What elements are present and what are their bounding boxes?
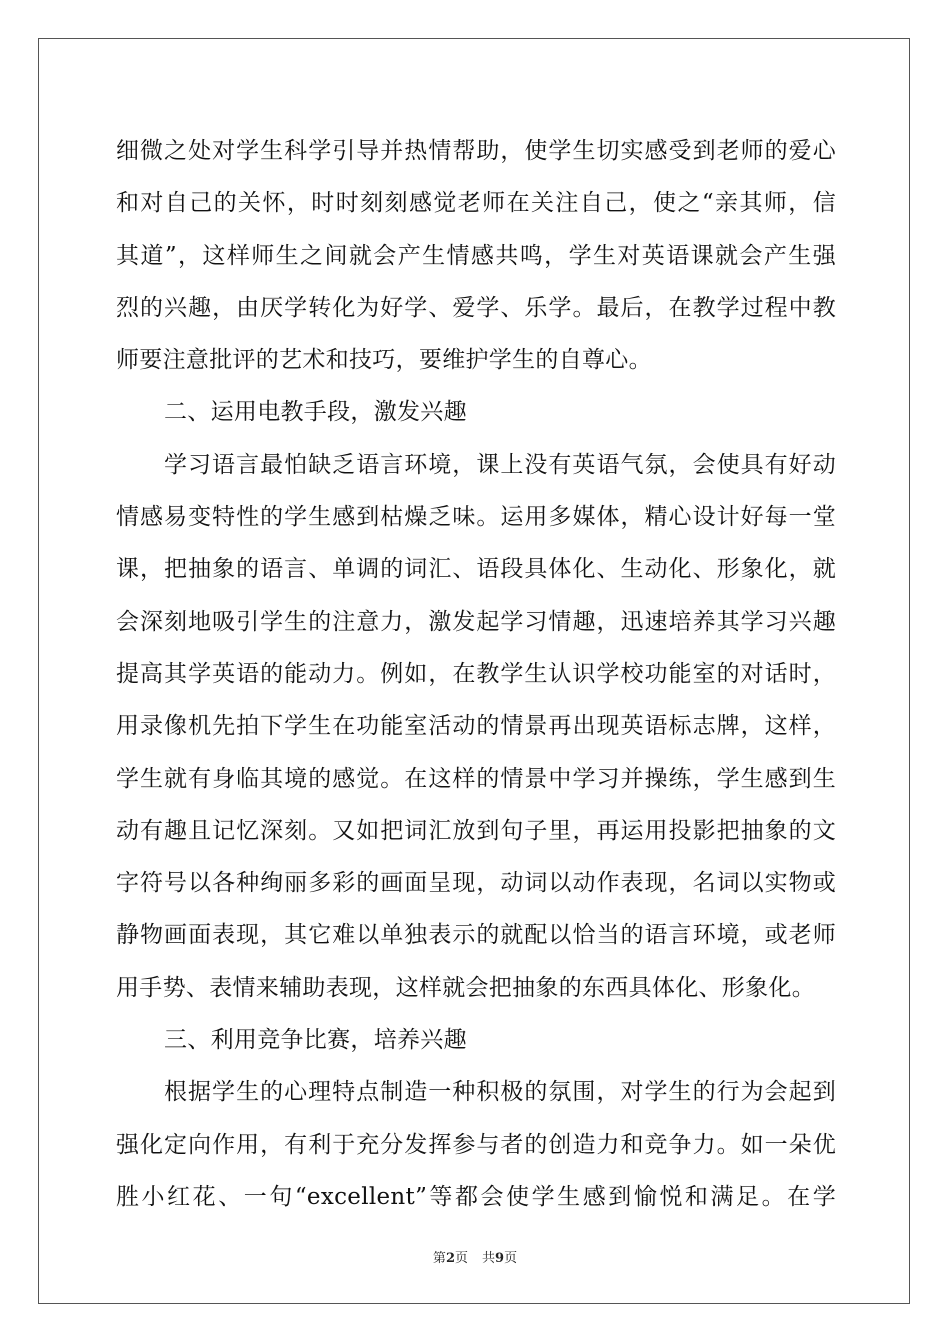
text-line: 课，把抽象的语言、单调的词汇、语段具体化、生动化、形象化，就: [116, 556, 836, 583]
document-body: [116, 125, 836, 1223]
section-heading: 二、运用电教手段，激发兴趣: [164, 399, 467, 426]
page-footer: [0, 1247, 950, 1266]
text-line: 情感易变特性的学生感到枯燥乏味。运用多媒体，精心设计好每一堂: [116, 504, 836, 531]
page-suffix: 页: [454, 1251, 468, 1266]
page-prefix: 第: [432, 1251, 446, 1266]
total-prefix: 共: [482, 1251, 496, 1266]
text-line: 静物画面表现，其它难以单独表示的就配以恰当的语言环境，或老师: [116, 922, 836, 949]
page-total: 9: [495, 1251, 505, 1266]
text-line: 根据学生的心理特点制造一种积极的氛围，对学生的行为会起到: [164, 1079, 836, 1106]
text-line: 动有趣且记忆深刻。又如把词汇放到句子里，再运用投影把抽象的文: [116, 817, 836, 844]
section-heading: 三、利用竞争比赛，培养兴趣: [164, 1027, 467, 1054]
page-number: 2: [445, 1251, 455, 1266]
text-line: 其道”，这样师生之间就会产生情感共鸣，学生对英语课就会产生强: [116, 242, 836, 269]
text-line: 用录像机先拍下学生在功能室活动的情景再出现英语标志牌，这样，: [116, 713, 836, 740]
text-line: 强化定向作用，有利于充分发挥参与者的创造力和竞争力。如一朵优: [116, 1131, 836, 1158]
text-line: 提高其学英语的能动力。例如，在教学生认识学校功能室的对话时，: [116, 660, 836, 687]
text-line: 会深刻地吸引学生的注意力，激发起学习情趣，迅速培养其学习兴趣: [116, 608, 836, 635]
text-line: 学生就有身临其境的感觉。在这样的情景中学习并操练，学生感到生: [116, 765, 836, 792]
text-line: 字符号以各种绚丽多彩的画面呈现，动词以动作表现，名词以实物或: [116, 870, 836, 897]
text-line: 胜小红花、一句“excellent”等都会使学生感到愉悦和满足。在学: [116, 1183, 836, 1210]
text-line: 师要注意批评的艺术和技巧，要维护学生的自尊心。: [116, 347, 652, 374]
text-line: 学习语言最怕缺乏语言环境，课上没有英语气氛，会使具有好动: [164, 451, 836, 478]
total-suffix: 页: [504, 1251, 518, 1266]
text-line: 细微之处对学生科学引导并热情帮助，使学生切实感受到老师的爱心: [116, 138, 836, 164]
text-line: 用手势、表情来辅助表现，这样就会把抽象的东西具体化、形象化。: [116, 974, 815, 1001]
text-line: 和对自己的关怀，时时刻刻感觉老师在关注自己，使之“亲其师，信: [116, 190, 836, 217]
text-line: 烈的兴趣，由厌学转化为好学、爱学、乐学。最后，在教学过程中教: [116, 294, 836, 321]
